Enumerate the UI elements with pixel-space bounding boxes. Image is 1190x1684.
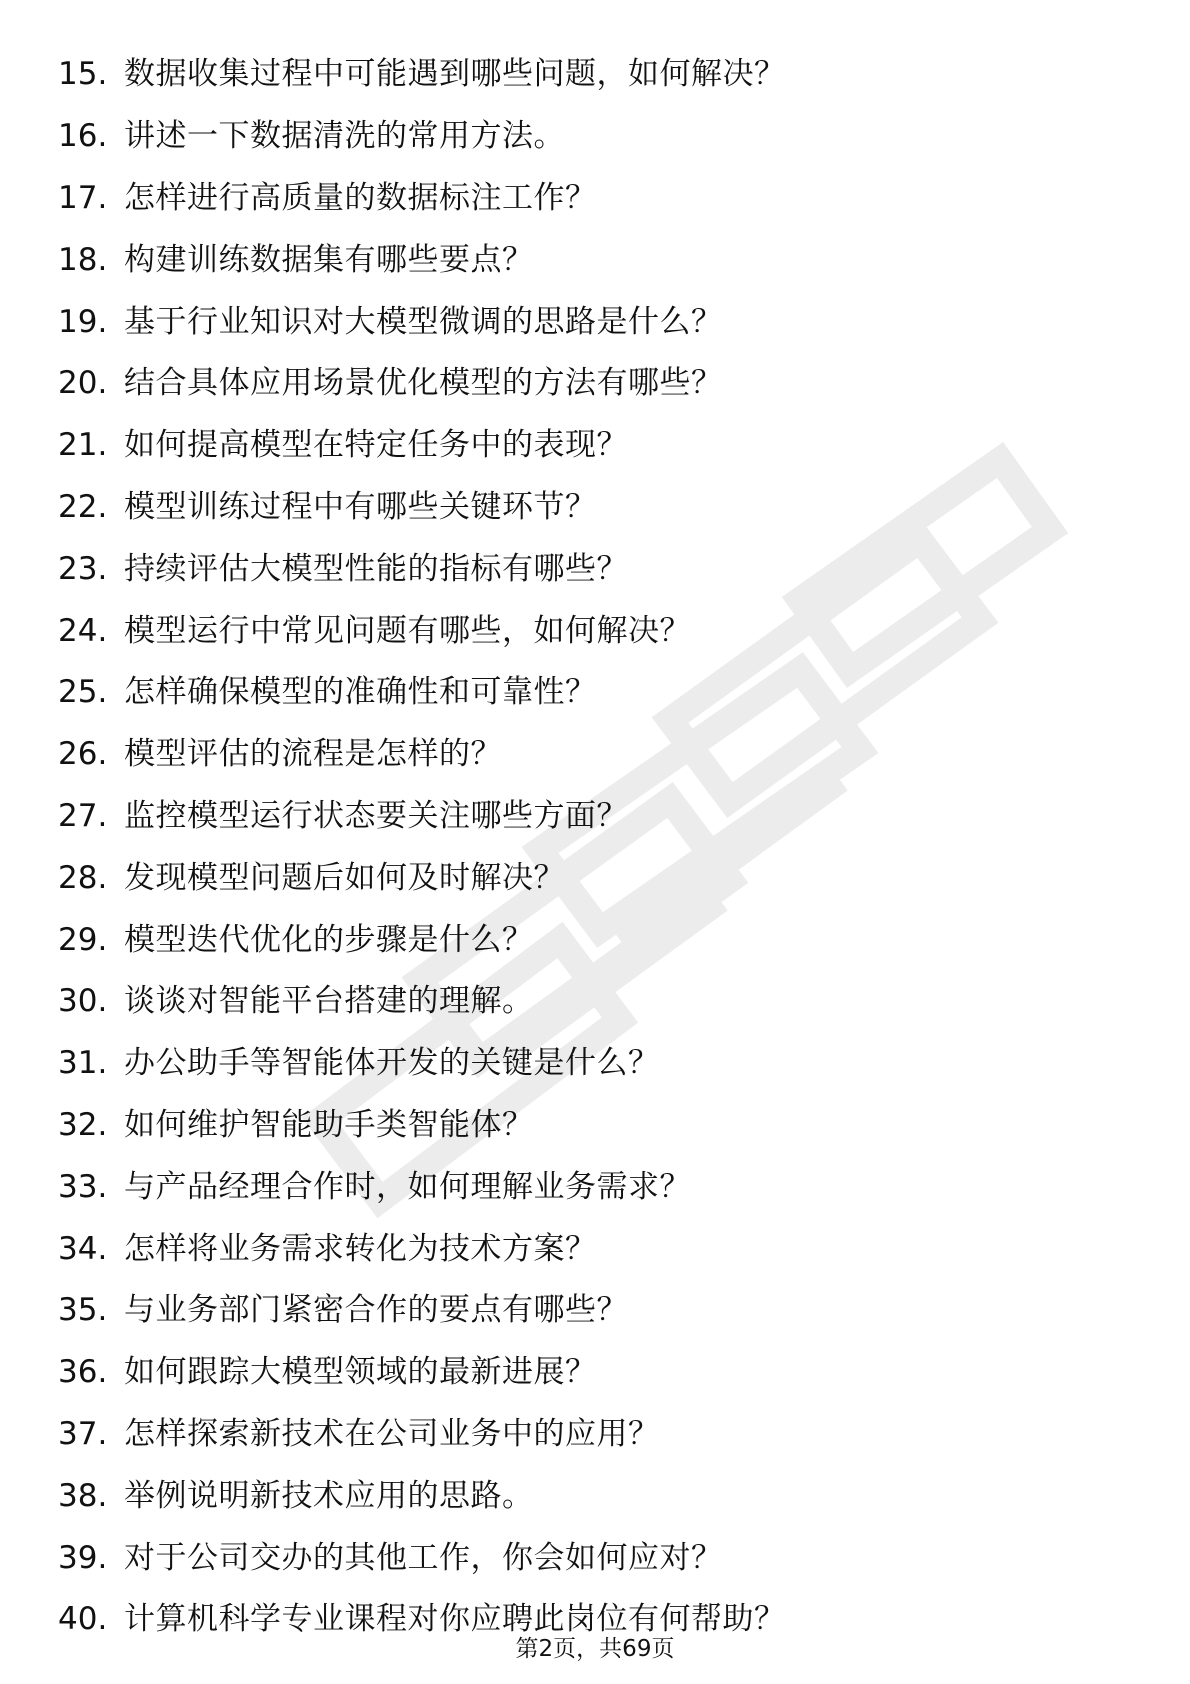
list-item	[58, 786, 1058, 848]
question-number: 22.	[58, 488, 108, 525]
question-number: 27.	[58, 797, 108, 834]
question-number: 38.	[58, 1477, 108, 1514]
question-number: 21.	[58, 427, 108, 464]
list-item	[58, 229, 1058, 291]
list-item	[58, 1280, 1058, 1342]
question-number: 17.	[58, 179, 108, 216]
question-text: 怎样进行高质量的数据标注工作？	[124, 179, 597, 216]
question-number: 18.	[58, 241, 108, 278]
question-text: 如何维护智能助手类智能体？	[124, 1106, 534, 1143]
question-number: 37.	[58, 1415, 108, 1452]
question-number: 40.	[58, 1601, 108, 1638]
question-text: 模型迭代优化的步骤是什么？	[124, 921, 534, 958]
question-number: 15.	[58, 56, 108, 93]
question-text: 模型运行中常见问题有哪些，如何解决？	[124, 612, 691, 649]
list-item	[58, 1156, 1058, 1218]
list-item	[58, 600, 1058, 662]
list-item	[58, 1527, 1058, 1589]
list-item	[58, 168, 1058, 230]
list-item	[58, 44, 1058, 106]
question-text: 结合具体应用场景优化模型的方法有哪些？	[124, 365, 723, 402]
question-text: 与产品经理合作时，如何理解业务需求？	[124, 1168, 691, 1205]
question-text: 计算机科学专业课程对你应聘此岗位有何帮助？	[124, 1601, 786, 1638]
page-footer: 第2页，共69页	[515, 1636, 675, 1662]
question-number: 34.	[58, 1230, 108, 1267]
question-number: 30.	[58, 983, 108, 1020]
list-item	[58, 662, 1058, 724]
list-item	[58, 1342, 1058, 1404]
list-item	[58, 909, 1058, 971]
question-text: 怎样将业务需求转化为技术方案？	[124, 1230, 597, 1267]
question-text: 举例说明新技术应用的思路。	[124, 1477, 534, 1514]
question-text: 怎样探索新技术在公司业务中的应用？	[124, 1415, 660, 1452]
list-item	[58, 477, 1058, 539]
question-number: 33.	[58, 1168, 108, 1205]
question-text: 如何跟踪大模型领域的最新进展？	[124, 1354, 597, 1391]
question-number: 24.	[58, 612, 108, 649]
list-item	[58, 847, 1058, 909]
question-number: 32.	[58, 1106, 108, 1143]
question-text: 发现模型问题后如何及时解决？	[124, 859, 565, 896]
question-number: 19.	[58, 303, 108, 340]
question-text: 办公助手等智能体开发的关键是什么？	[124, 1045, 660, 1082]
question-text: 讲述一下数据清洗的常用方法。	[124, 118, 565, 155]
question-number: 23.	[58, 550, 108, 587]
question-text: 如何提高模型在特定任务中的表现？	[124, 427, 628, 464]
question-number: 31.	[58, 1045, 108, 1082]
list-item	[58, 538, 1058, 600]
list-item	[58, 1404, 1058, 1466]
question-list	[58, 44, 1058, 1651]
list-item	[58, 291, 1058, 353]
question-text: 与业务部门紧密合作的要点有哪些？	[124, 1292, 628, 1329]
question-text: 数据收集过程中可能遇到哪些问题，如何解决？	[124, 56, 786, 93]
question-number: 16.	[58, 118, 108, 155]
question-text: 构建训练数据集有哪些要点？	[124, 241, 534, 278]
question-number: 35.	[58, 1292, 108, 1329]
list-item	[58, 1095, 1058, 1157]
question-text: 模型评估的流程是怎样的？	[124, 736, 502, 773]
list-item	[58, 353, 1058, 415]
question-text: 谈谈对智能平台搭建的理解。	[124, 983, 534, 1020]
list-item	[58, 415, 1058, 477]
question-number: 25.	[58, 674, 108, 711]
question-number: 39.	[58, 1539, 108, 1576]
question-number: 36.	[58, 1354, 108, 1391]
list-item	[58, 971, 1058, 1033]
question-text: 基于行业知识对大模型微调的思路是什么？	[124, 303, 723, 340]
list-item	[58, 724, 1058, 786]
list-item	[58, 1033, 1058, 1095]
list-item	[58, 106, 1058, 168]
question-number: 20.	[58, 365, 108, 402]
question-number: 28.	[58, 859, 108, 896]
question-text: 监控模型运行状态要关注哪些方面？	[124, 797, 628, 834]
question-number: 26.	[58, 736, 108, 773]
question-text: 对于公司交办的其他工作，你会如何应对？	[124, 1539, 723, 1576]
list-item	[58, 1465, 1058, 1527]
question-text: 怎样确保模型的准确性和可靠性？	[124, 674, 597, 711]
list-item	[58, 1218, 1058, 1280]
question-text: 模型训练过程中有哪些关键环节？	[124, 488, 597, 525]
question-number: 29.	[58, 921, 108, 958]
question-text: 持续评估大模型性能的指标有哪些？	[124, 550, 628, 587]
